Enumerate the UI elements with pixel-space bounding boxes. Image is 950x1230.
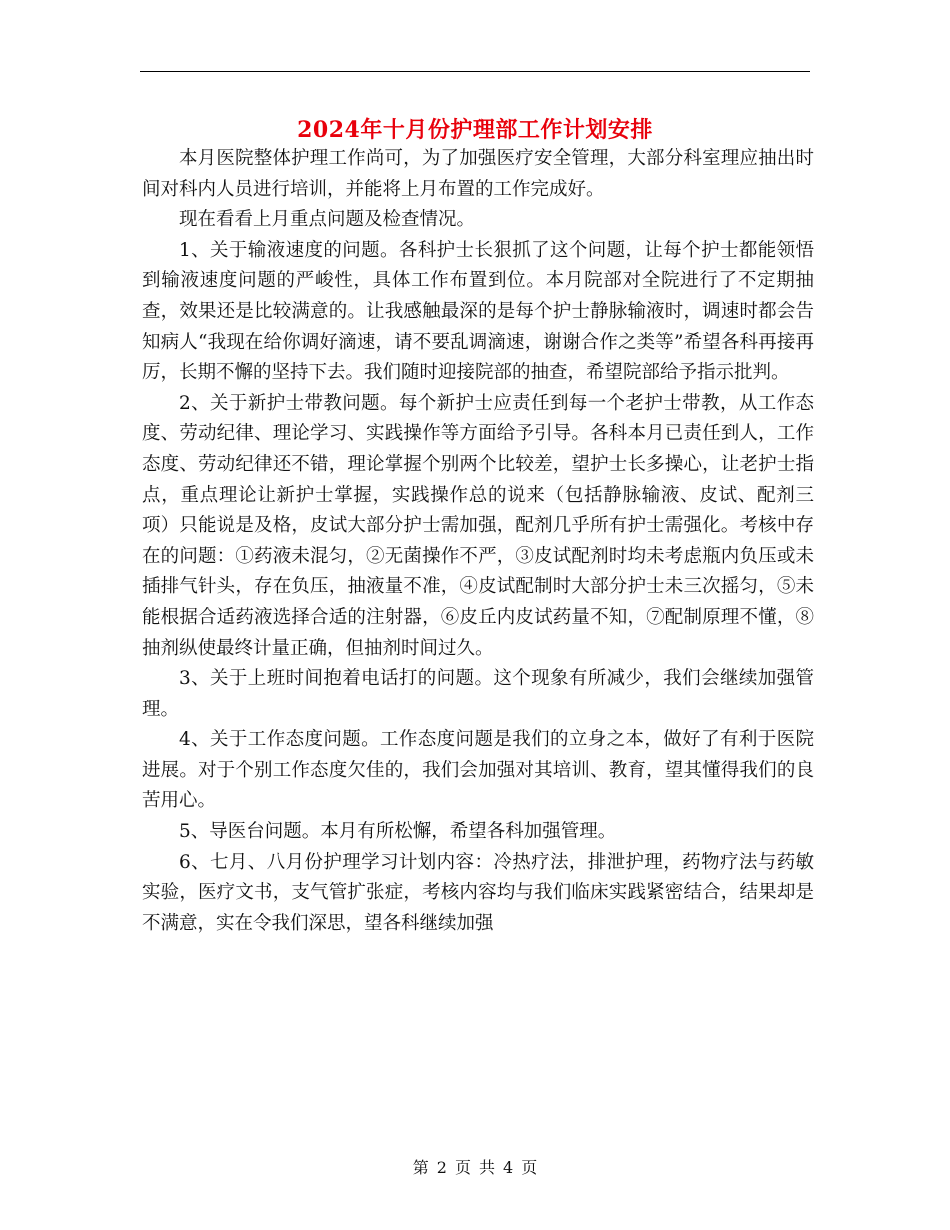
document-title: 2024年十月份护理部工作计划安排	[297, 117, 653, 143]
paragraph-item-3: 3、关于上班时间抱着电话打的问题。这个现象有所减少，我们会继续加强管理。	[142, 668, 814, 720]
header-rule	[140, 71, 810, 72]
footer-prefix: 第	[412, 1158, 429, 1177]
paragraph-item-2: 2、关于新护士带教问题。每个新护士应责任到每一个老护士带教，从工作态度、劳动纪律、理论学习、实践操作等方面给予引导。各科本月已责任到人，工作态度、劳动纪律还不错，理论掌握个别两个比较差，望护士长多操心，让老护士指点，重点理论让新护士掌握，实践操作总的说来（包括静脉输液、皮试、配剂三项）只能说是及格，皮试大部分护士需加强，配剂几乎所有护士需强化。考核中存在的问题：①药液未混匀，②无菌操作不严，③皮试配剂时均未考虑瓶内负压或未插排气针头，存在负压，抽液量不准，④皮试配制时大部分护士未三次摇匀，⑤未能根据合适药液选择合适的注射器，⑥皮丘内皮试药量不知，⑦配制原理不懂，⑧抽剂纵使最终计量正确，但抽剂时间过久。	[142, 392, 814, 659]
paragraph-intro: 本月医院整体护理工作尚可，为了加强医疗安全管理，大部分科室理应抽出时间对科内人员进行培训，并能将上月布置的工作完成好。	[142, 148, 814, 200]
footer-suffix: 页	[521, 1158, 538, 1177]
document-body	[142, 144, 814, 939]
page-number-footer	[0, 1155, 950, 1178]
footer-page-word: 页	[454, 1158, 471, 1177]
paragraph-item-5: 5、导医台问题。本月有所松懈，希望各科加强管理。	[179, 821, 617, 843]
footer-total-pages: 4	[503, 1158, 514, 1177]
paragraph-overview: 现在看看上月重点问题及检查情况。	[179, 209, 476, 231]
footer-current-page: 2	[436, 1158, 447, 1177]
paragraph-item-1: 1、关于输液速度的问题。各科护士长狠抓了这个问题，让每个护士都能领悟到输液速度问题的严峻性，具体工作布置到位。本月院部对全院进行了不定期抽查，效果还是比较满意的。让我感触最深的是每个护士静脉输液时，调速时都会告知病人“我现在给你调好滴速，请不要乱调滴速，谢谢合作之类等”希望各科再接再厉，长期不懈的坚持下去。我们随时迎接院部的抽查，希望院部给予指示批判。	[142, 239, 814, 384]
paragraph-item-6: 6、七月、八月份护理学习计划内容：冷热疗法，排泄护理，药物疗法与药敏实验，医疗文书，支气管扩张症，考核内容均与我们临床实践紧密结合，结果却是不满意，实在令我们深思，望各科继续加强	[142, 851, 814, 934]
paragraph-item-4: 4、关于工作态度问题。工作态度问题是我们的立身之本，做好了有利于医院进展。对于个别工作态度欠佳的，我们会加强对其培训、教育，望其懂得我们的良苦用心。	[142, 729, 814, 812]
footer-total-word: 共	[479, 1158, 496, 1177]
